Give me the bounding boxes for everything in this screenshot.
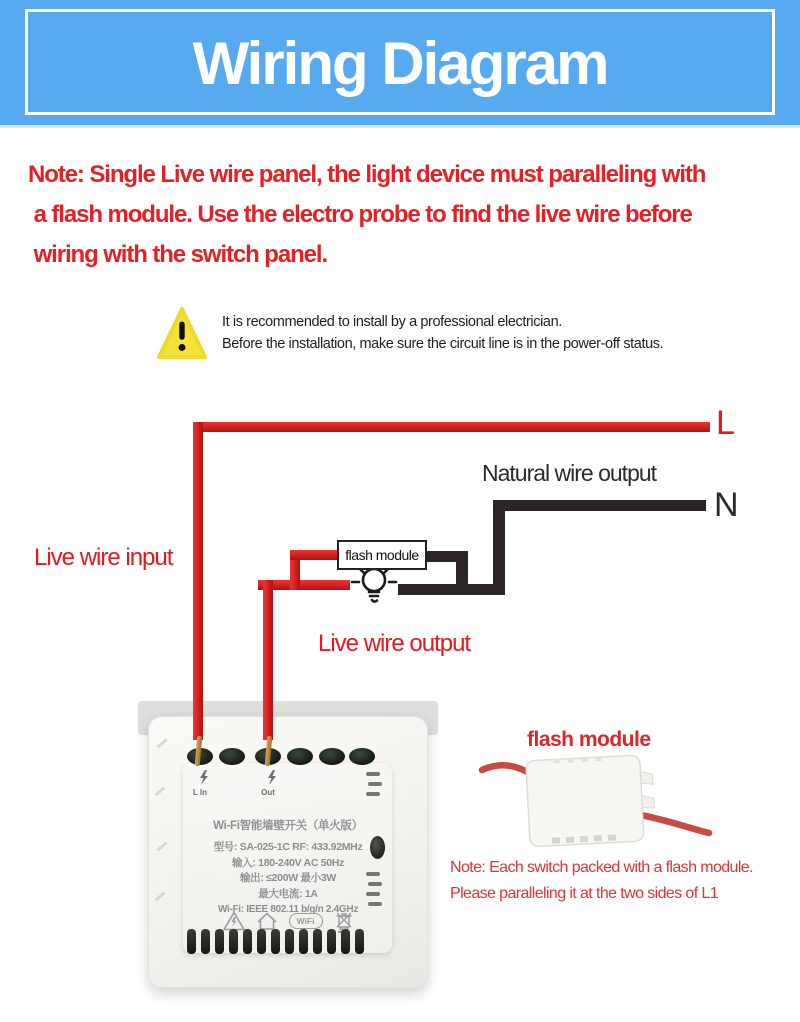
- terminal-hole: [319, 748, 345, 765]
- neutral-wire-horizontal: [496, 500, 706, 511]
- header-underline: [0, 125, 800, 128]
- top-note-line1: Note: Single Live wire panel, the light device must paralleling with: [28, 161, 706, 188]
- side-vent-slot: [366, 792, 380, 796]
- flash-module-tag-box: flash module: [337, 540, 427, 570]
- flash-module-photo: [478, 748, 713, 853]
- live-wire-top-horizontal: [193, 422, 710, 432]
- side-vent-slot: [368, 882, 382, 886]
- flash-module-title: flash module: [527, 728, 651, 751]
- neutral-terminal-label: N: [714, 486, 739, 524]
- flash-module-red-branch-horizontal: [290, 550, 340, 560]
- live-wire-input-vertical: [193, 422, 203, 740]
- screw-hole: [370, 836, 385, 859]
- side-vent-slot: [368, 902, 382, 906]
- device-input-line: 输入: 180-240V AC 50Hz: [231, 856, 345, 869]
- device-output-line: 输出: ≤200W 最小3W: [239, 872, 337, 884]
- lightning-icon: [197, 770, 211, 786]
- warning-text: [222, 311, 663, 355]
- side-vent-slot: [366, 772, 380, 776]
- high-voltage-warning-icon: [223, 911, 245, 931]
- top-note: [28, 155, 788, 275]
- header-banner: [0, 0, 800, 125]
- page-title: Wiring Diagram: [192, 29, 608, 97]
- terminal-hole: [349, 748, 375, 765]
- device-wifi-line: Wi-Fi: IEEE 802.11 b/g/n 2.4GHz: [217, 904, 359, 915]
- flash-module-note-line1: Note: Each switch packed with a flash module.: [450, 859, 753, 876]
- side-vent-slot: [366, 892, 380, 896]
- terminal-hole: [219, 748, 245, 765]
- device-label-text: [185, 817, 391, 917]
- flash-module-black-vertical: [456, 551, 468, 595]
- device-current-line: 最大电流: 1A: [258, 887, 318, 900]
- terminal-hole: [287, 748, 313, 765]
- live-wire-output-vertical: [263, 580, 273, 740]
- wifi-logo-icon: WiFi: [289, 913, 323, 929]
- side-vent-slot: [366, 872, 380, 876]
- terminal-lin-label: L In: [192, 788, 208, 797]
- top-note-line3: wiring with the switch panel.: [28, 241, 328, 268]
- flash-module-note: [450, 855, 795, 907]
- lamp-neutral-horizontal: [392, 584, 505, 595]
- live-terminal-label: L: [716, 404, 735, 442]
- lightning-icon: [265, 770, 279, 786]
- device-product-name: Wi-Fi智能墙壁开关（单火版）: [213, 820, 363, 832]
- side-vent-slot: [368, 782, 382, 786]
- neutral-wire-vertical: [493, 500, 505, 595]
- house-icon: [256, 911, 278, 931]
- warning-triangle-icon: [156, 306, 208, 362]
- neutral-output-label: Natural wire output: [482, 460, 657, 486]
- live-output-label: Live wire output: [318, 630, 471, 657]
- warning-line1: It is recommended to install by a professional electrician.: [222, 314, 562, 330]
- warning-line2: Before the installation, make sure the circuit line is in the power-off status.: [222, 336, 664, 352]
- device-vent-slots: [187, 929, 365, 954]
- top-note-line2: a flash module. Use the electro probe to find the live wire before: [28, 201, 692, 228]
- live-input-label: Live wire input: [34, 544, 173, 571]
- terminal-out-label: Out: [261, 788, 275, 797]
- flash-module-note-line2: Please paralleling it at the two sides of L1: [450, 885, 718, 902]
- device-model-line: 型号: SA-025-1C RF: 433.92MHz: [213, 841, 363, 853]
